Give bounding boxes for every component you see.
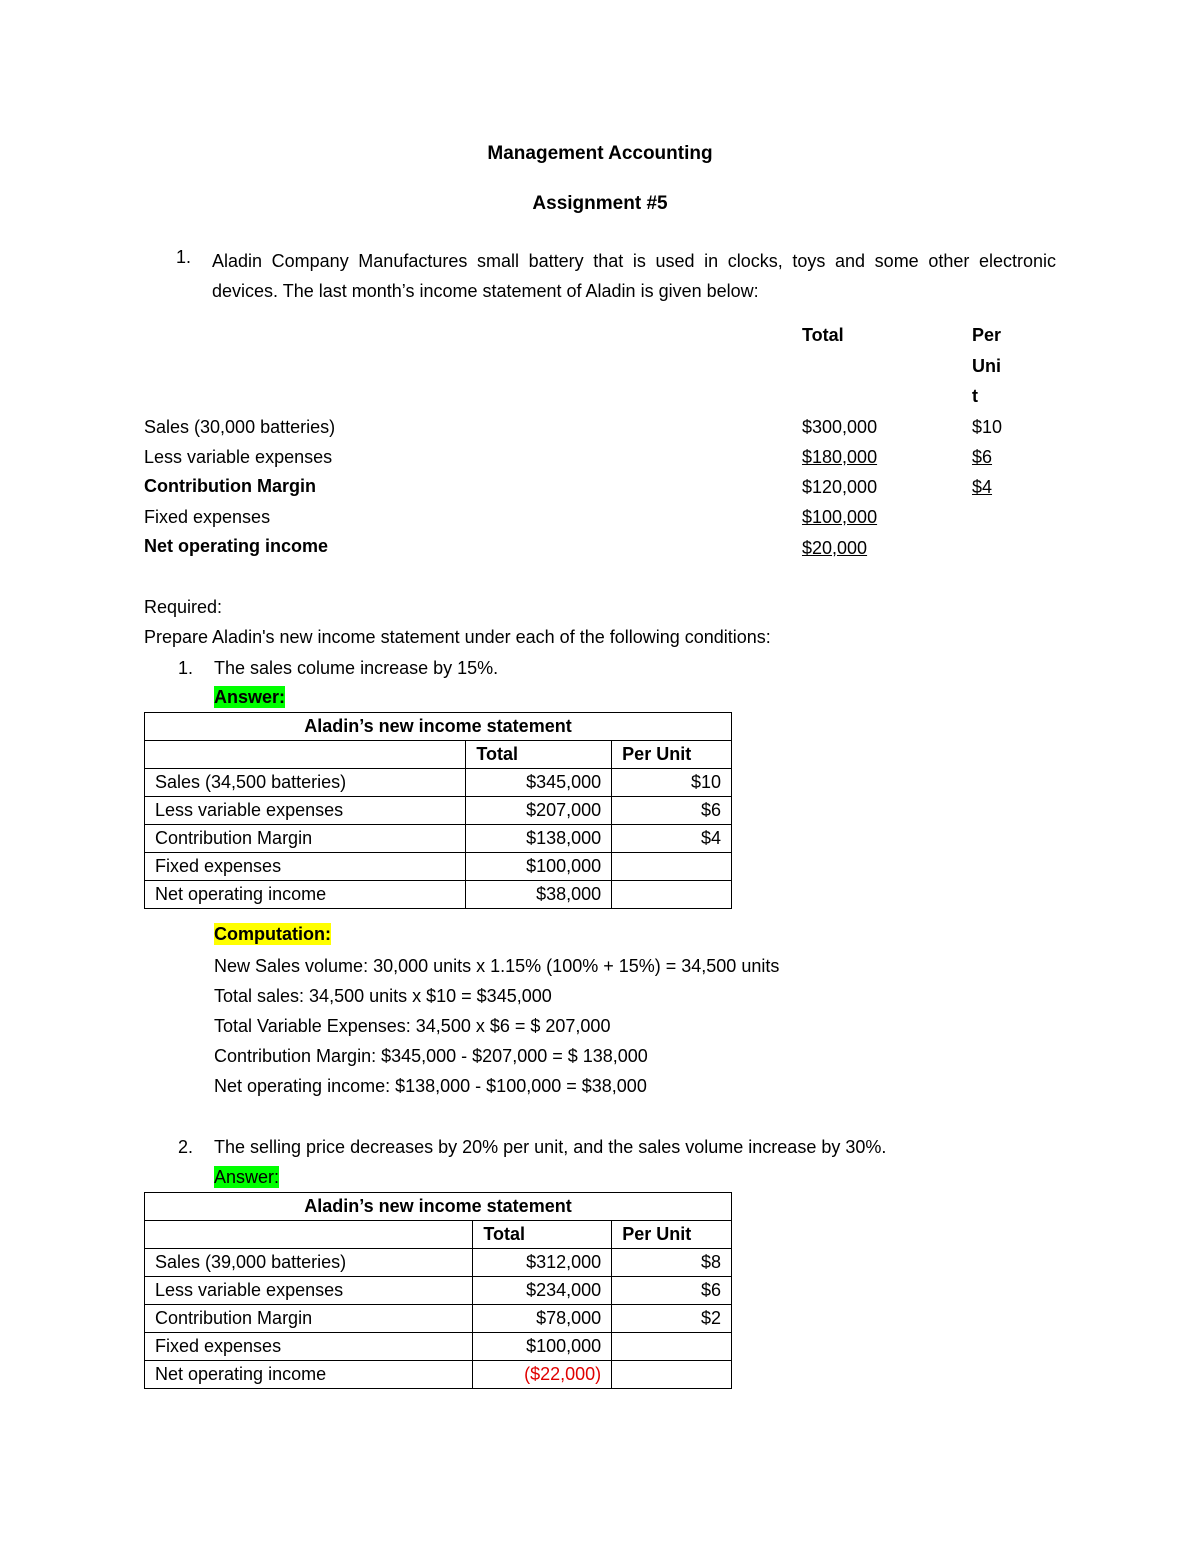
row-label: Net operating income [145, 1361, 473, 1389]
row-label: Less variable expenses [145, 1277, 473, 1305]
q2-income-table [144, 1192, 732, 1389]
table-row [145, 797, 732, 825]
q1-income-table [144, 712, 732, 909]
col-per-unit-header: Per Unit [612, 1221, 732, 1249]
row-label: Fixed expenses [145, 1333, 473, 1361]
table-row [145, 1249, 732, 1277]
computation-line: Contribution Margin: $345,000 - $207,000 = $ 138,000 [214, 1046, 648, 1066]
orig-row-total: $300,000 [802, 417, 878, 437]
orig-row-label: Fixed expenses [144, 507, 271, 527]
table-row [145, 769, 732, 797]
row-per-unit [612, 1333, 732, 1361]
col-total-header: Total [473, 1221, 612, 1249]
page-title: Management Accounting [487, 143, 713, 164]
orig-row-label: Net operating income [144, 536, 329, 556]
orig-row-total: $120,000 [802, 477, 878, 497]
table-row [145, 1361, 732, 1389]
orig-col-per-unit-3: t [972, 386, 978, 406]
row-total: $312,000 [473, 1249, 612, 1277]
orig-row-label: Contribution Margin [144, 476, 316, 496]
q1-text: The sales colume increase by 15%. [214, 658, 499, 678]
row-label: Less variable expenses [145, 797, 466, 825]
orig-row-per-unit: $4 [972, 477, 993, 497]
row-total-negative: ($22,000) [473, 1361, 612, 1389]
row-label: Contribution Margin [145, 1305, 473, 1333]
row-label: Net operating income [145, 881, 466, 909]
row-per-unit: $4 [612, 825, 732, 853]
required-label: Required: [144, 597, 223, 617]
orig-col-total: Total [802, 325, 844, 345]
orig-col-per-unit-1: Per [972, 325, 1002, 345]
computation-line: Net operating income: $138,000 - $100,000 = $38,000 [214, 1076, 647, 1096]
row-total: $100,000 [473, 1333, 612, 1361]
computation-line: Total sales: 34,500 units x $10 = $345,000 [214, 986, 552, 1006]
row-total: $138,000 [466, 825, 612, 853]
table-row [145, 1333, 732, 1361]
q1-answer-label: Answer: [214, 687, 286, 707]
table-caption-row [145, 1193, 732, 1221]
orig-row-label: Less variable expenses [144, 447, 333, 467]
table-caption: Aladin’s new income statement [145, 713, 732, 741]
row-total: $100,000 [466, 853, 612, 881]
table-caption-row [145, 713, 732, 741]
row-per-unit [612, 881, 732, 909]
row-label: Contribution Margin [145, 825, 466, 853]
table-header-row [145, 741, 732, 769]
row-label: Fixed expenses [145, 853, 466, 881]
table-row [145, 1277, 732, 1305]
orig-row-total: $180,000 [802, 447, 878, 467]
computation-line: Total Variable Expenses: 34,500 x $6 = $ 207,000 [214, 1016, 611, 1036]
table-row [145, 1305, 732, 1333]
row-label: Sales (34,500 batteries) [145, 769, 466, 797]
required-instruction: Prepare Aladin's new income statement under each of the following conditions: [144, 627, 771, 647]
row-per-unit [612, 1361, 732, 1389]
col-per-unit-header: Per Unit [612, 741, 732, 769]
page-subtitle: Assignment #5 [532, 193, 668, 214]
problem-number: 1. [176, 247, 192, 267]
table-caption: Aladin’s new income statement [145, 1193, 732, 1221]
table-row [145, 825, 732, 853]
computation-line: New Sales volume: 30,000 units x 1.15% (100% + 15%) = 34,500 units [214, 956, 780, 976]
row-per-unit: $6 [612, 1277, 732, 1305]
q1-number: 1. [178, 658, 194, 678]
orig-col-per-unit-2: Uni [972, 356, 1001, 376]
orig-row-total: $20,000 [802, 538, 868, 558]
problem-text: Aladin Company Manufactures small battery that is used in clocks, toys and some other electronic devices. The last month’s income statement of Aladin is given below: [212, 251, 1056, 301]
table-row [145, 881, 732, 909]
row-total: $207,000 [466, 797, 612, 825]
row-per-unit: $6 [612, 797, 732, 825]
table-row [145, 853, 732, 881]
orig-row-per-unit: $10 [972, 417, 1003, 437]
row-label: Sales (39,000 batteries) [145, 1249, 473, 1277]
table-header-row [145, 1221, 732, 1249]
q2-text: The selling price decreases by 20% per unit, and the sales volume increase by 30%. [214, 1137, 887, 1157]
q2-number: 2. [178, 1137, 194, 1157]
row-total: $38,000 [466, 881, 612, 909]
computation-label: Computation: [214, 924, 331, 944]
orig-row-label: Sales (30,000 batteries) [144, 417, 336, 437]
row-per-unit [612, 853, 732, 881]
orig-row-per-unit: $6 [972, 447, 993, 467]
orig-row-total: $100,000 [802, 507, 878, 527]
row-total: $234,000 [473, 1277, 612, 1305]
row-per-unit: $2 [612, 1305, 732, 1333]
q2-answer-label: Answer: [214, 1167, 280, 1187]
col-total-header: Total [466, 741, 612, 769]
row-total: $345,000 [466, 769, 612, 797]
row-per-unit: $10 [612, 769, 732, 797]
row-per-unit: $8 [612, 1249, 732, 1277]
row-total: $78,000 [473, 1305, 612, 1333]
